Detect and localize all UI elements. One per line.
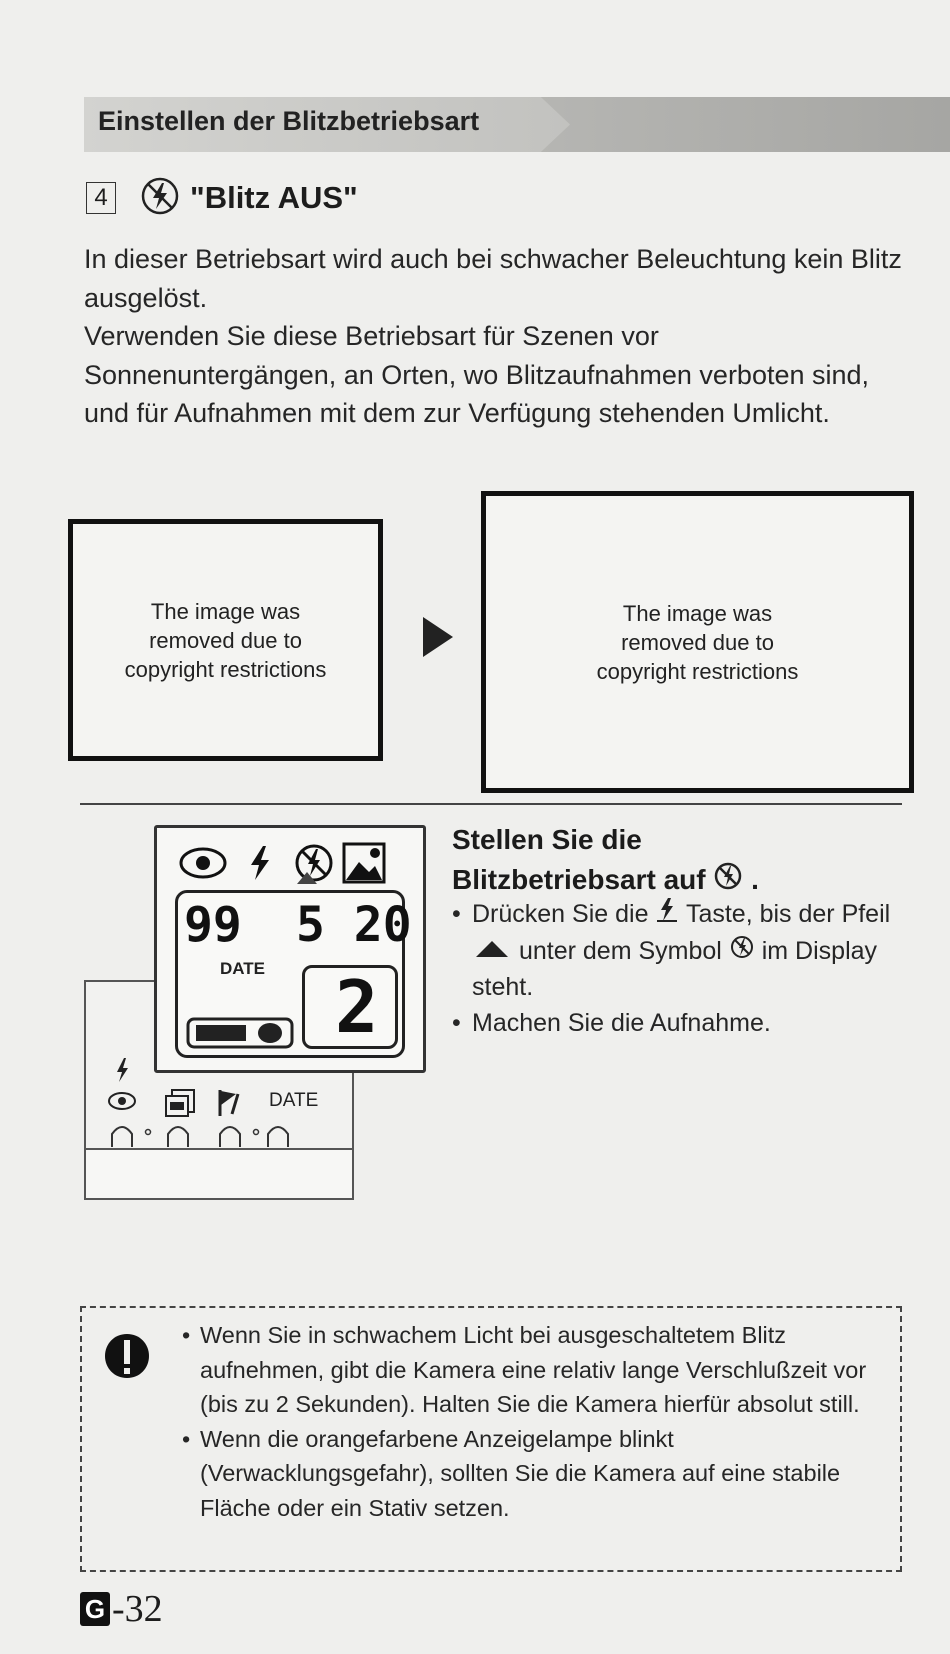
caution-icon [102,1332,152,1387]
flash-button-icon [109,1058,135,1109]
flash-off-icon [729,934,755,971]
lcd-mode-icons [179,840,409,891]
instruction-bullet-1-part-c: unter dem Symbol [518,936,722,965]
intro-paragraph-1: In dieser Betriebsart wird auch bei schwacher Beleuchtung kein Blitz ausgelöst. [84,244,902,313]
arrow-up-icon [472,934,512,970]
instruction-title-line-2 [452,860,912,902]
arrow-right-icon [423,617,453,657]
language-badge: G [80,1592,110,1626]
image-placeholder-left [68,519,383,761]
frame-count: 99 [184,897,242,953]
lcd-inner-frame [175,890,412,1058]
date-value: 5 20 [296,897,412,953]
instruction-bullet-1-part-b: Taste, bis der Pfeil [685,900,891,928]
selftimer-icon [166,1090,194,1116]
battery-icon [186,1015,296,1051]
lcd-display [154,825,426,1073]
step-number: 4 [86,182,116,214]
mode-title: "Blitz AUS" [190,180,358,215]
section-title: Einstellen der Blitzbetriebsart [98,106,480,136]
big-digit: 2 [335,965,379,1049]
page-number-text: -32 [112,1588,163,1630]
instruction-title-end: . [751,864,759,895]
page-number [80,1588,163,1630]
landscape-icon [344,844,384,882]
date-label: DATE [220,959,266,978]
lcd-selection-arrow-icon [297,872,317,886]
instruction-title-line-1: Stellen Sie die [452,824,642,855]
flash-off-icon [140,176,180,221]
flash-button-icon [655,897,679,934]
instruction-title [452,820,912,902]
camera-base-strip [86,1148,352,1198]
caution-note [80,1306,902,1572]
divider [80,803,902,805]
instruction-title-text: Blitzbetriebsart auf [452,864,706,895]
intro-text [84,240,904,433]
flash-off-icon [713,861,743,902]
image-placeholder-right-caption: The image was removed due to copyright restrictions [596,600,799,684]
step-heading [86,176,358,220]
instruction-bullet-1-part-a: Drücken Sie die [472,900,649,928]
red-eye-icon [181,849,225,877]
instruction-list [452,897,907,1041]
image-placeholder-right [481,491,914,793]
caution-list [182,1318,882,1525]
intro-paragraph-2: Verwenden Sie diese Betriebsart für Szenen vor Sonnenuntergängen, an Orten, wo Blitzaufnahmen verboten sind, und für Aufnahmen mit dem zur Verfügung stehenden Umlicht. [84,321,870,428]
big-digit-frame [302,965,398,1049]
flag-icon [220,1090,238,1116]
instruction-bullet-2: • Machen Sie die Aufnahme. [452,1006,907,1042]
instruction-bullet-1 [452,897,907,1006]
flash-icon [251,846,269,880]
image-placeholder-left-caption: The image was removed due to copyright restrictions [124,598,327,682]
date-button-label: DATE [269,1090,319,1111]
caution-bullet-1: • Wenn Sie in schwachem Licht bei ausgeschaltetem Blitz aufnehmen, gibt die Kamera eine relativ lange Verschlußzeit vor (bis zu 2 Sekunden). Halten Sie die Kamera hierfür absolut still. [182,1318,882,1422]
section-header [84,97,950,152]
caution-bullet-2: • Wenn die orangefarbene Anzeigelampe blinkt (Verwacklungsgefahr), sollten Sie die Kamera auf eine stabile Fläche oder ein Stativ setzen. [182,1422,882,1526]
instruction-bullet-1-part-d: im Display steht. [472,936,878,1002]
